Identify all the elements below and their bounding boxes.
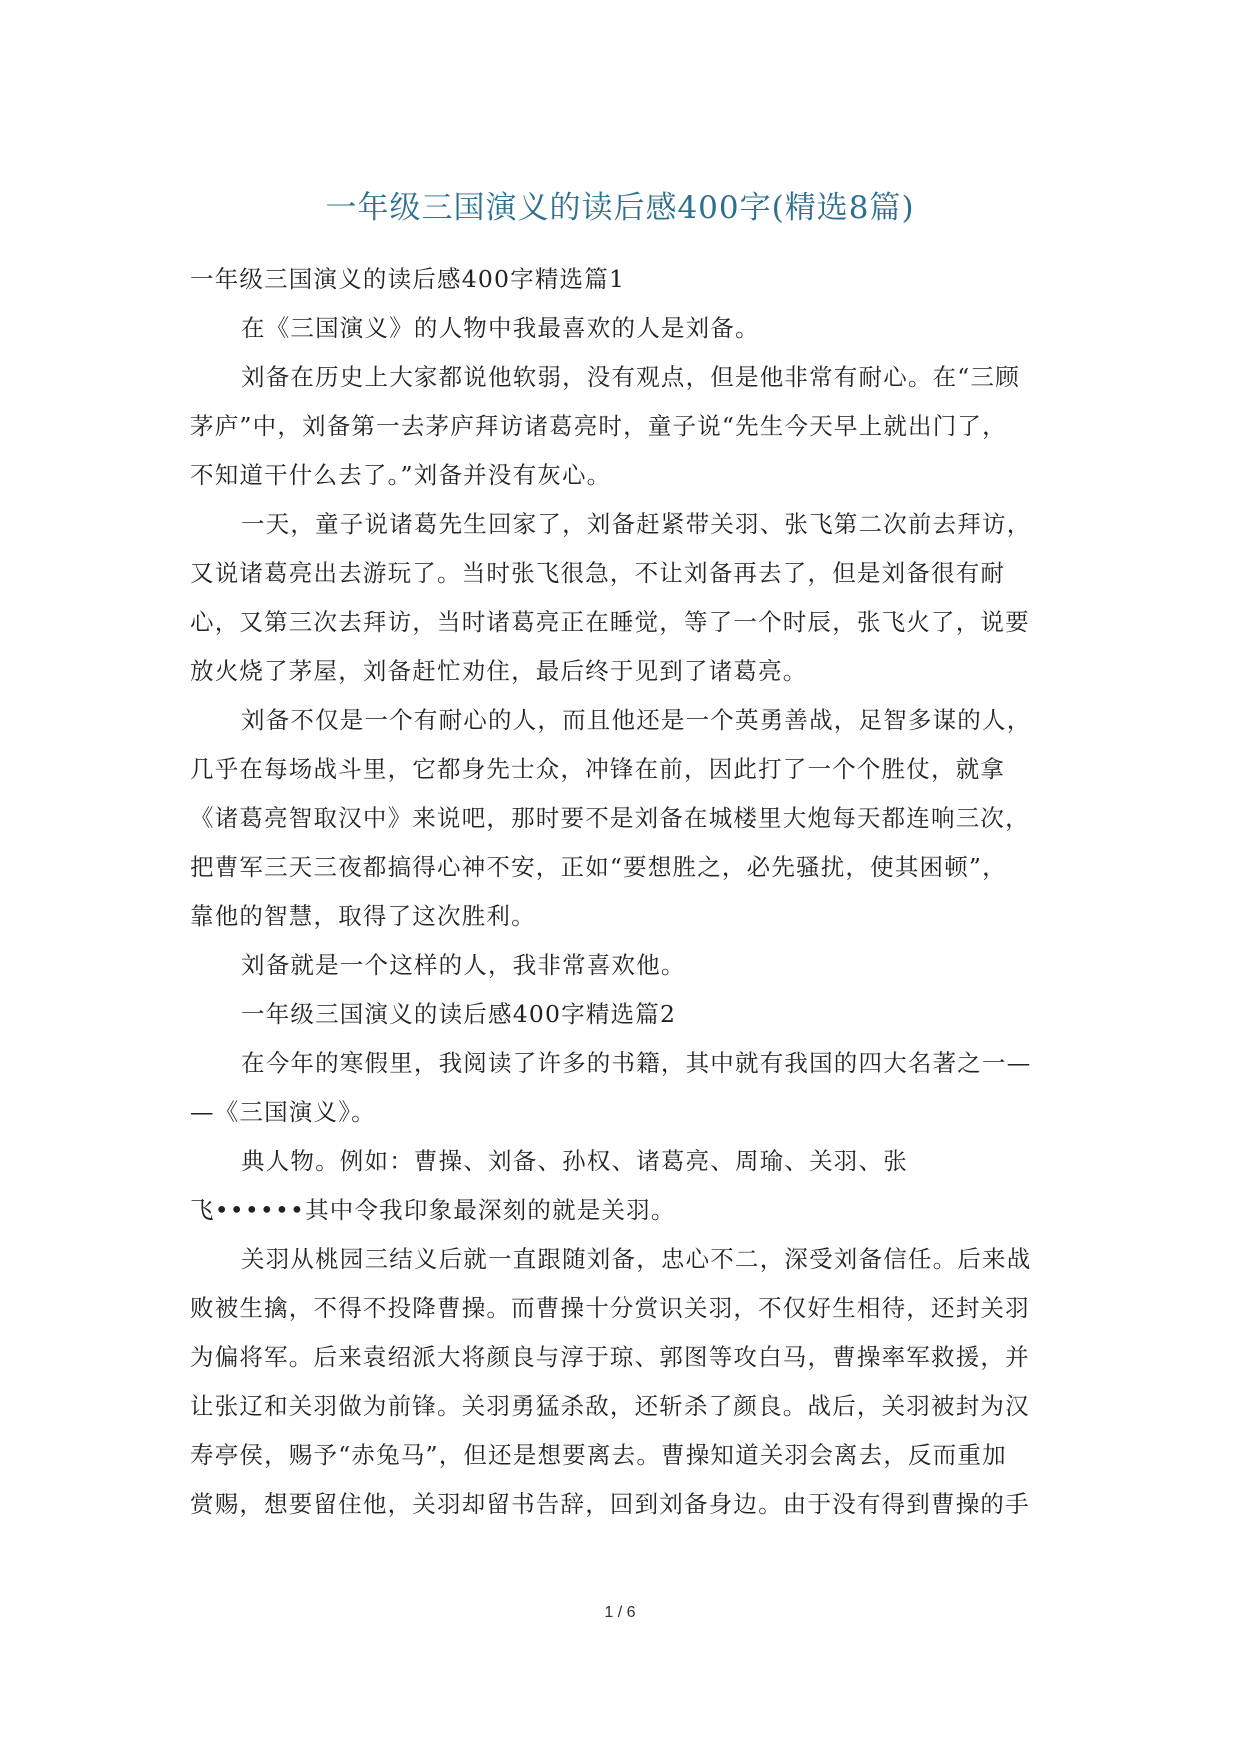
paragraph-line: 心，又第三次去拜访，当时诸葛亮正在睡觉，等了一个时辰，张飞火了，说要 [190,608,1030,636]
paragraph-line: 几乎在每场战斗里，它都身先士众，冲锋在前，因此打了一个个胜仗，就拿 [190,755,1006,783]
paragraph-line: 一天，童子说诸葛先生回家了，刘备赶紧带关羽、张飞第二次前去拜访， [241,510,1032,538]
paragraph-line: —《三国演义》。 [190,1098,376,1126]
paragraph-line: 在今年的寒假里，我阅读了许多的书籍，其中就有我国的四大名著之一— [241,1049,1032,1077]
paragraph-line: 赏赐，想要留住他，关羽却留书告辞，回到刘备身边。由于没有得到曹操的手 [190,1490,1030,1518]
paragraph-line: 不知道干什么去了。”刘备并没有灰心。 [190,461,612,489]
paragraph-line: 飞••••••其中令我印象最深刻的就是关羽。 [190,1196,676,1224]
paragraph-line: 寿亭侯，赐予“赤兔马”，但还是想要离去。曹操知道关羽会离去，反而重加 [190,1441,1007,1469]
paragraph-line: 茅庐”中，刘备第一去茅庐拜访诸葛亮时，童子说“先生今天早上就出门了， [190,412,1007,440]
paragraph-line: 刘备不仅是一个有耐心的人，而且他还是一个英勇善战，足智多谋的人， [241,706,1032,734]
paragraph-line: 把曹军三天三夜都搞得心神不安，正如“要想胜之，必先骚扰，使其困顿”， [190,853,1007,881]
document-title: 一年级三国演义的读后感400字(精选8篇) [325,190,915,226]
paragraph-line: 在《三国演义》的人物中我最喜欢的人是刘备。 [241,314,760,342]
section-heading-2: 一年级三国演义的读后感400字精选篇2 [241,1000,677,1028]
paragraph-line: 败被生擒，不得不投降曹操。而曹操十分赏识关羽，不仅好生相待，还封关羽 [190,1294,1030,1322]
document-body [190,255,1045,1529]
paragraph-line: 关羽从桃园三结义后就一直跟随刘备，忠心不二，深受刘备信任。后来战 [241,1245,1032,1273]
paragraph-line: 让张辽和关羽做为前锋。关羽勇猛杀敌，还斩杀了颜良。战后，关羽被封为汉 [190,1392,1030,1420]
paragraph-line: 靠他的智慧，取得了这次胜利。 [190,902,536,930]
paragraph-line: 刘备在历史上大家都说他软弱，没有观点，但是他非常有耐心。在“三顾 [241,363,1020,391]
section-heading-1: 一年级三国演义的读后感400字精选篇1 [190,265,626,293]
paragraph-line: 又说诸葛亮出去游玩了。当时张飞很急，不让刘备再去了，但是刘备很有耐 [190,559,1006,587]
paragraph-line: 典人物。例如：曹操、刘备、孙权、诸葛亮、周瑜、关羽、张 [241,1147,908,1175]
paragraph-line: 为偏将军。后来袁绍派大将颜良与淳于琼、郭图等攻白马，曹操率军救援，并 [190,1343,1030,1371]
paragraph-line: 放火烧了茅屋，刘备赶忙劝住，最后终于见到了诸葛亮。 [190,657,808,685]
paragraph-line: 刘备就是一个这样的人，我非常喜欢他。 [241,951,686,979]
page-number: 1 / 6 [604,1604,636,1621]
paragraph-line: 《诸葛亮智取汉中》来说吧，那时要不是刘备在城楼里大炮每天都连响三次， [190,804,1030,832]
